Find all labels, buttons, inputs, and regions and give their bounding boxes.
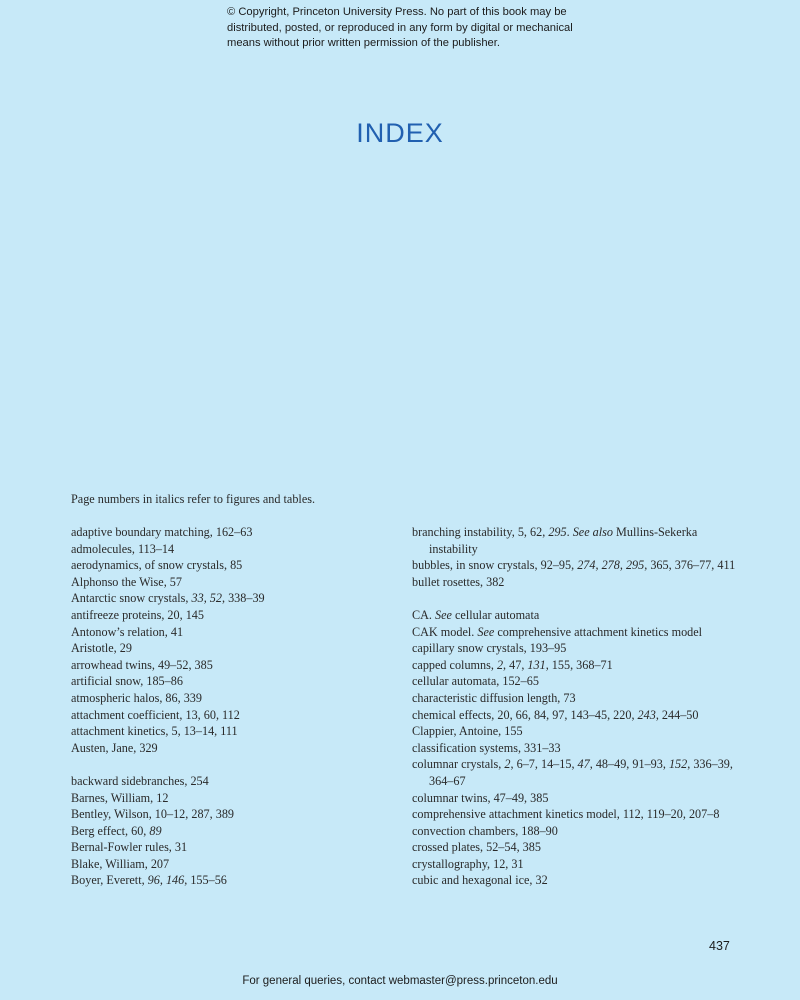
copyright-line: © Copyright, Princeton University Press. No part of this book may be bbox=[227, 6, 567, 18]
index-entry: columnar twins, 47–49, 385 bbox=[412, 790, 549, 805]
index-entry: crystallography, 12, 31 bbox=[412, 856, 524, 871]
index-entry: Bernal-Fowler rules, 31 bbox=[71, 840, 188, 855]
index-entry: admolecules, 113–14 bbox=[71, 541, 175, 556]
index-entry: classification systems, 331–33 bbox=[412, 740, 561, 755]
index-entry: Austen, Jane, 329 bbox=[71, 740, 158, 755]
letter-group-gap bbox=[412, 590, 742, 607]
index-entry: adaptive boundary matching, 162–63 bbox=[71, 525, 253, 539]
index-entry: CAK model. See comprehensive attachment kinetics model bbox=[412, 624, 703, 639]
index-entry: Boyer, Everett, 96, 146, 155–56 bbox=[71, 873, 227, 888]
index-entry: branching instability, 5, 62, 295. See also Mullins-Sekerka instability bbox=[412, 525, 698, 556]
footer-contact: For general queries, contact webmaster@press.princeton.edu bbox=[242, 975, 558, 987]
index-entry: crossed plates, 52–54, 385 bbox=[412, 840, 541, 855]
index-entry: Antarctic snow crystals, 33, 52, 338–39 bbox=[71, 591, 265, 606]
index-entry: CA. See cellular automata bbox=[412, 607, 540, 622]
copyright-notice bbox=[227, 5, 607, 52]
index-note: Page numbers in italics refer to figures and tables. bbox=[71, 492, 316, 506]
index-entry: Clappier, Antoine, 155 bbox=[412, 724, 523, 739]
index-entry: artificial snow, 185–86 bbox=[71, 674, 183, 689]
index-entry: cellular automata, 152–65 bbox=[412, 674, 539, 689]
index-entry: Barnes, William, 12 bbox=[71, 790, 169, 805]
copyright-line: means without prior written permission of the publisher. bbox=[227, 37, 500, 49]
index-entry: Blake, William, 207 bbox=[71, 856, 170, 871]
index-entry: bubbles, in snow crystals, 92–95, 274, 278, 295, 365, 376–77, 411 bbox=[412, 558, 736, 573]
page-number: 437 bbox=[709, 939, 730, 953]
index-column-right bbox=[412, 524, 742, 889]
index-entry: columnar crystals, 2, 6–7, 14–15, 47, 48–49, 91–93, 152, 336–39, 364–67 bbox=[412, 757, 733, 788]
index-entry: aerodynamics, of snow crystals, 85 bbox=[71, 558, 243, 573]
index-entry: Berg effect, 60, 89 bbox=[71, 823, 162, 838]
index-entry: convection chambers, 188–90 bbox=[412, 823, 558, 838]
index-entry: attachment coefficient, 13, 60, 112 bbox=[71, 707, 240, 722]
index-entry: capillary snow crystals, 193–95 bbox=[412, 641, 567, 656]
index-entry: backward sidebranches, 254 bbox=[71, 773, 209, 788]
index-entry: bullet rosettes, 382 bbox=[412, 574, 505, 589]
index-entry: capped columns, 2, 47, 131, 155, 368–71 bbox=[412, 657, 613, 672]
index-entry: chemical effects, 20, 66, 84, 97, 143–45, 220, 243, 244–50 bbox=[412, 707, 699, 722]
index-entry: Bentley, Wilson, 10–12, 287, 389 bbox=[71, 807, 235, 822]
index-entry: comprehensive attachment kinetics model, 112, 119–20, 207–8 bbox=[412, 807, 720, 822]
index-column-left bbox=[71, 524, 371, 889]
index-entry: cubic and hexagonal ice, 32 bbox=[412, 873, 548, 888]
index-entry: Antonow’s relation, 41 bbox=[71, 624, 184, 639]
index-entry: characteristic diffusion length, 73 bbox=[412, 690, 576, 705]
index-entry: Aristotle, 29 bbox=[71, 641, 132, 656]
copyright-line: distributed, posted, or reproduced in any form by digital or mechanical bbox=[227, 21, 573, 34]
page-title: INDEX bbox=[356, 118, 444, 148]
index-entry: Alphonso the Wise, 57 bbox=[71, 574, 182, 589]
letter-group-gap bbox=[71, 756, 371, 773]
index-entry: attachment kinetics, 5, 13–14, 111 bbox=[71, 724, 238, 739]
index-entry: atmospheric halos, 86, 339 bbox=[71, 690, 202, 705]
index-entry: antifreeze proteins, 20, 145 bbox=[71, 607, 204, 622]
index-entry: arrowhead twins, 49–52, 385 bbox=[71, 657, 213, 672]
